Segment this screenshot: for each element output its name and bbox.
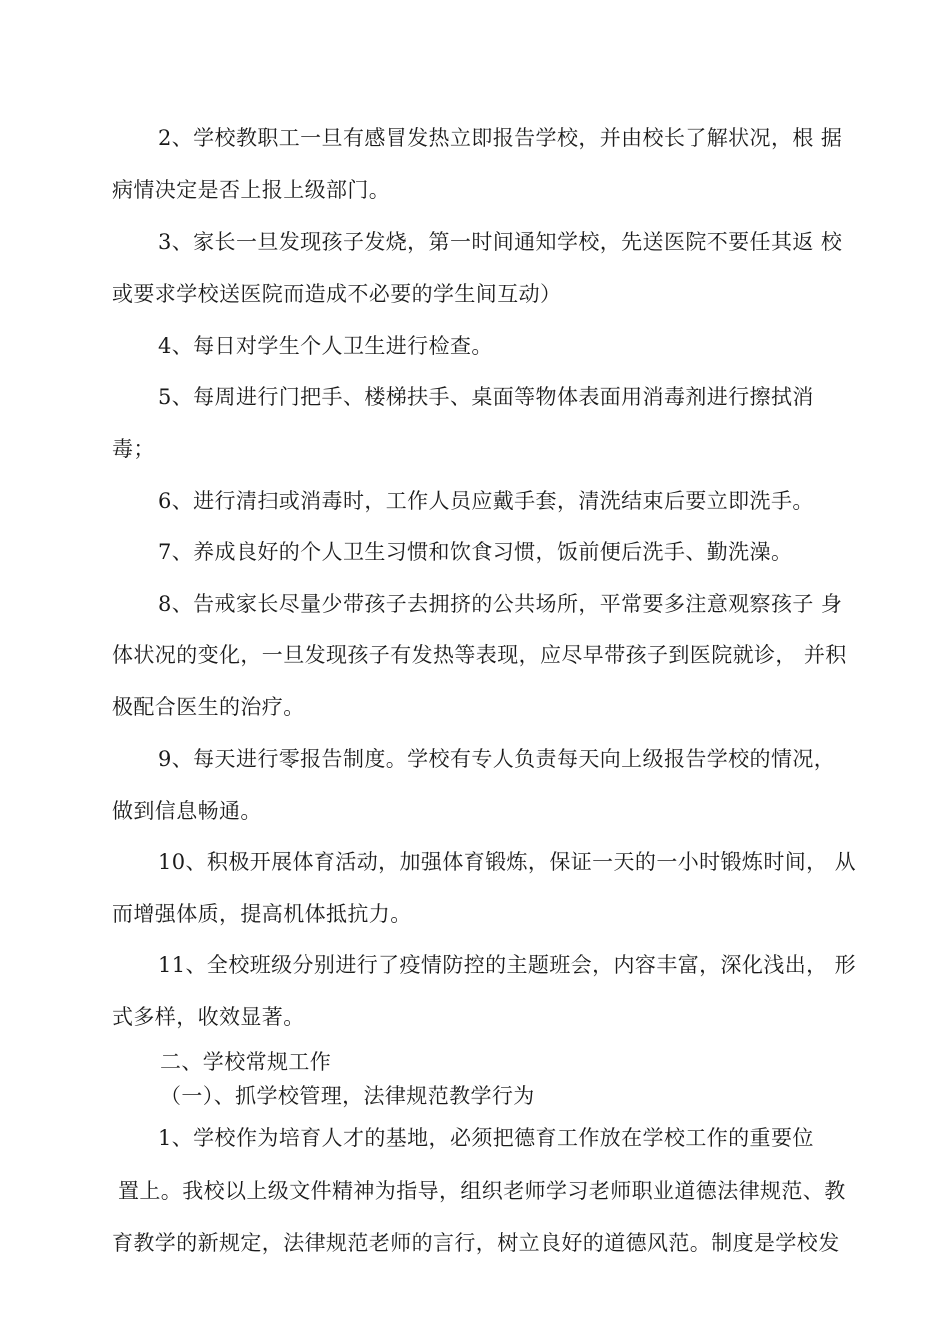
paragraph-line: 8、告戒家长尽量少带孩子去拥挤的公共场所，平常要多注意观察孩子 身 bbox=[158, 592, 843, 616]
paragraph-line: 6、进行清扫或消毒时，工作人员应戴手套，清洗结束后要立即洗手。 bbox=[158, 489, 814, 513]
paragraph-line: 极配合医生的治疗。 bbox=[112, 695, 305, 719]
paragraph-line: 4、每日对学生个人卫生进行检查。 bbox=[158, 334, 493, 358]
paragraph-line: 或要求学校送医院而造成不必要的学生间互动） bbox=[112, 282, 562, 306]
paragraph-line: 置上。我校以上级文件精神为指导，组织老师学习老师职业道德法律规范、教 bbox=[118, 1179, 846, 1203]
paragraph-line: 5、每周进行门把手、楼梯扶手、桌面等物体表面用消毒剂进行擦拭消 bbox=[158, 385, 814, 409]
paragraph-line: 1、学校作为培育人才的基地，必须把德育工作放在学校工作的重要位 bbox=[158, 1126, 814, 1150]
subsection-heading: （一）、抓学校管理，法律规范教学行为 bbox=[160, 1084, 535, 1108]
paragraph-line: 7、养成良好的个人卫生习惯和饮食习惯，饭前便后洗手、勤洗澡。 bbox=[158, 540, 793, 564]
paragraph-line: 而增强体质，提高机体抵抗力。 bbox=[112, 902, 412, 926]
paragraph-line: 3、家长一旦发现孩子发烧，第一时间通知学校，先送医院不要任其返 校 bbox=[158, 230, 843, 254]
paragraph-line: 体状况的变化，一旦发现孩子有发热等表现，应尽早带孩子到医院就诊， 并积 bbox=[112, 643, 847, 667]
paragraph-line: 式多样，收效显著。 bbox=[112, 1005, 305, 1029]
paragraph-line: 10、积极开展体育活动，加强体育锻炼，保证一天的一小时锻炼时间， 从 bbox=[158, 850, 856, 874]
paragraph-line: 病情决定是否上报上级部门。 bbox=[112, 178, 391, 202]
paragraph-line: 做到信息畅通。 bbox=[112, 799, 262, 823]
paragraph-line: 育教学的新规定，法律规范老师的言行，树立良好的道德风范。制度是学校发 bbox=[112, 1231, 840, 1255]
paragraph-line: 9、每天进行零报告制度。学校有专人负责每天向上级报告学校的情况， bbox=[158, 747, 836, 771]
paragraph-line: 2、学校教职工一旦有感冒发热立即报告学校，并由校长了解状况，根 据 bbox=[158, 126, 843, 150]
section-heading: 二、学校常规工作 bbox=[160, 1050, 332, 1074]
paragraph-line: 11、全校班级分别进行了疫情防控的主题班会，内容丰富，深化浅出， 形 bbox=[158, 953, 856, 977]
paragraph-line: 毒； bbox=[112, 437, 155, 461]
